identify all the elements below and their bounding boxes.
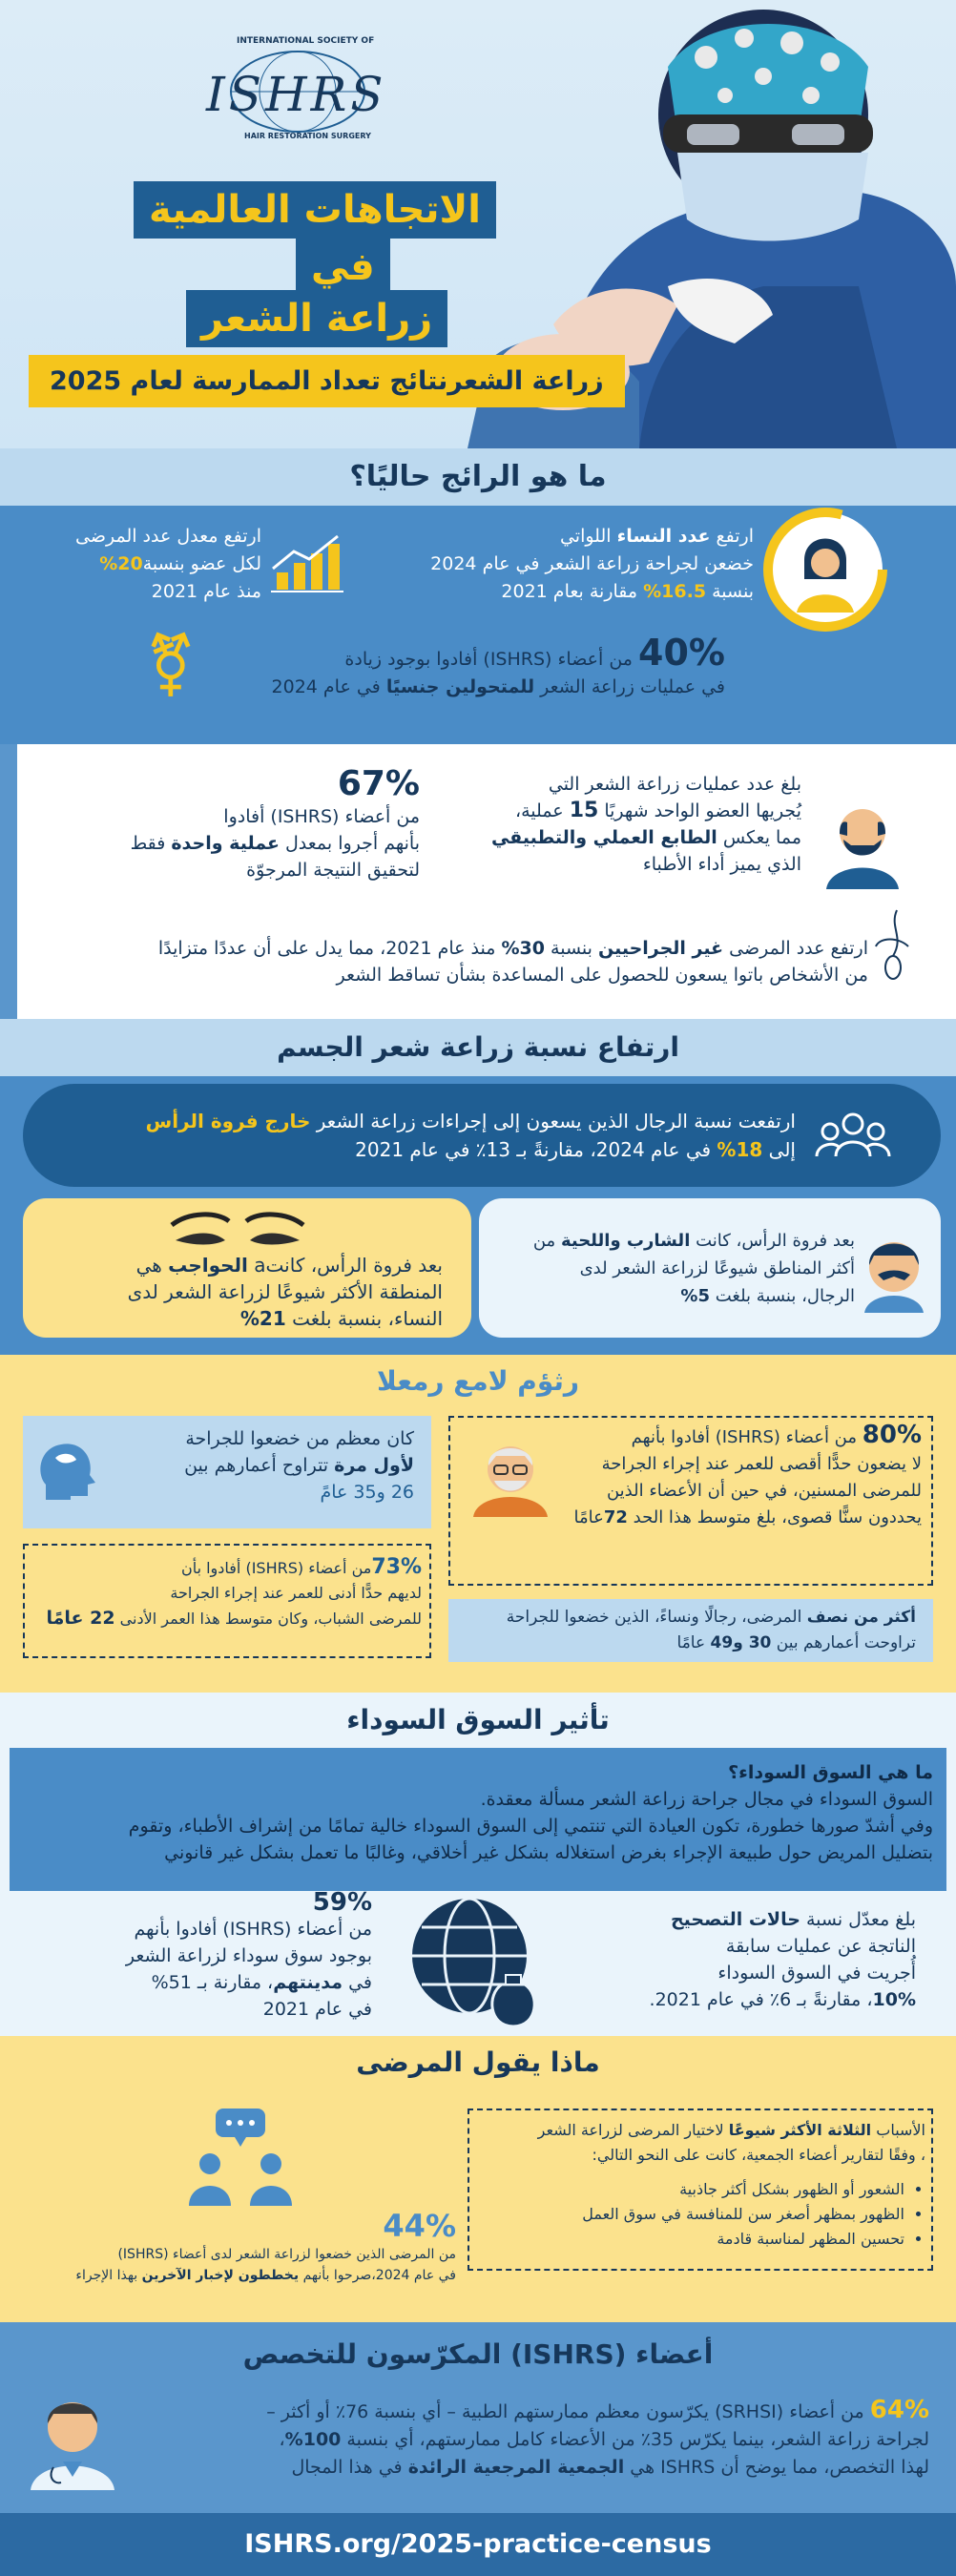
men-stat: بعد فروة الرأس، كانت الشارب واللحية من أكثر المناطق شيوعًا لزراعة الشعر لدى الرجال، بنسبة بلغت 5%: [532, 1231, 855, 1306]
reasons-card: [468, 2109, 933, 2271]
current-trends-heading: ما هو الرائج حاليًا؟: [0, 448, 956, 506]
conversation-icon: [187, 2107, 294, 2206]
hero-banner: [0, 0, 956, 448]
specialists-stat: 64% من أعضاء (SRHSI) يكرّسون معظم ممارستهم الطبية – أي بنسبة 76٪ أو أكثر – لجراحة زراعة الشعر، بينما يكرّس 35٪ من الأعضاء كامل ممارستهم، أي بنسبة 100%، لهذا التخصص، مما يوضح أن ISHRS هي الجمعية المرجعية الرائدة في هذا المجال: [266, 2396, 929, 2478]
logo-bottom-text: HAIR RESTORATION SURGERY: [244, 132, 371, 140]
reasons-intro: الأسباب الثلاثة الأكثر شيوعًا لاختيار المرضى لزراعة الشعر ، وفقًا لتقارير أعضاء الجمعية، كانت على النحو التالي: • الشعور أو الظهور بشكل أكثر جاذبية • الظهور بمظهر أصغر سن للمنافسة في سوق العمل • تحسين المظهر لمناسبة قادمة: [477, 2118, 925, 2252]
current-trends-section: [0, 448, 956, 744]
woman-icon: [763, 508, 887, 632]
repair-cases-stat: بلغ معدّل نسبة حالات التصحيح الناتجة عن عمليات سابقة أُجريت في السوق السوداء 10%، مقارنةً بـ 6٪ في عام 2021.: [649, 1909, 916, 2010]
growth-chart-icon: [269, 530, 345, 597]
non-surgical-stat: ارتفع عدد المرضى غير الجراحيين بنسبة 30% منذ عام 2021، مما يدل على أن عددًا متزايدًا من الأشخاص باتوا يسعون للحصول على المساعدة بشأن تساقط الشعر: [157, 938, 868, 986]
transgender-icon: ⚧: [145, 631, 197, 701]
head-profile-icon: [32, 1437, 99, 1504]
body-hair-heading: ارتفاع نسبة زراعة شعر الجسم: [0, 1019, 956, 1076]
men-card: [479, 1198, 941, 1338]
age-heading: رثؤم لامع رمعلا: [376, 1365, 580, 1397]
half-patients-card: [448, 1599, 933, 1662]
globe-moneybag-icon: [408, 1895, 542, 2028]
women-eyebrows-stat: بعد فروة الرأس، كانتa الحواجب هي المنطقة الأكثر شيوعًا لزراعة الشعر لدى النساء، بنسبة بلغت 21%: [127, 1254, 443, 1330]
patients-section: [0, 2036, 956, 2322]
definition-p3: بتضليل المريض حول طبيعة الإجراء بغرض استغلاله بشكل غير أخلاقي، وغالبًا ما تعمل بشكل غير قانوني: [164, 1842, 933, 1863]
specialists-section: [0, 2322, 956, 2513]
transgender-stat: 40% من أعضاء (ISHRS) أفادوا بوجود زيادة في عمليات زراعة الشعر للمتحولين جنسيًا في عام 2024: [271, 632, 725, 697]
title-line-3: زراعة الشعر: [186, 290, 447, 347]
tell-others-stat: 44% من المرضى الذين خضعوا لزراعة الشعر لدى أعضاء (ISHRS) في عام 2024،صرحوا بأنهم يخططون لإخبار الآخرين بهذا الإجراء: [75, 2208, 456, 2283]
reason-item: • الظهور بمظهر أصغر سن للمنافسة في سوق العمل: [477, 2202, 904, 2227]
people-group-icon: [815, 1107, 891, 1164]
women-stat: ارتفع عدد النساء اللواتي خضعن لجراحة زراعة الشعر في عام 2024 بنسبة 16.5% مقارنة بعام 2021: [430, 526, 754, 602]
age-section: [0, 1355, 956, 1693]
elderly-card: [448, 1416, 933, 1586]
definition-p1: السوق السوداء في مجال جراحة زراعة الشعر مسألة معقدة.: [480, 1789, 933, 1810]
left-stripe: [0, 744, 17, 1019]
black-market-heading: تأثير السوق السوداء: [346, 1704, 610, 1735]
black-market-section: [0, 1693, 956, 2036]
surgeon-stats-section: [0, 744, 956, 1019]
definition-question: ما هي السوق السوداء؟: [728, 1762, 933, 1783]
doctor-avatar-icon: [25, 2381, 120, 2490]
rate-stat: ارتفع معدل عدد المرضى لكل عضو بنسبة20% منذ عام 2021: [75, 526, 261, 602]
women-card: [23, 1198, 471, 1338]
single-procedure-stat: 67% من أعضاء (ISHRS) أفادوا بأنهم أجروا بمعدل عملية واحدة فقط لتحقيق النتيجة المرجوّة: [130, 764, 420, 881]
reasons-list: [477, 2177, 925, 2252]
monthly-ops-stat: بلغ عدد عمليات زراعة الشعر التي يُجريها العضو الواحد شهريًا 15 عملية، مما يعكس الطابع العملي والتطبيقي الذي يميز أداء الأطباء: [490, 774, 801, 875]
body-hair-section: [0, 1019, 956, 1355]
specialists-heading: أعضاء (ISHRS) المكرّسون للتخصص: [242, 2338, 714, 2370]
elderly-man-icon: [468, 1431, 553, 1517]
reason-item: • تحسين المظهر لمناسبة قادمة: [477, 2227, 904, 2252]
outside-scalp-stat: ارتفعت نسبة الرجال الذين يسعون إلى إجراءات زراعة الشعر خارج فروة الرأس إلى 18% في عام 2024، مقارنةً بـ 13٪ في عام 2021: [145, 1110, 796, 1161]
first-time-card: [23, 1416, 431, 1528]
body-hair-pill: [23, 1084, 941, 1187]
black-market-definition: [10, 1748, 946, 1891]
reason-item: • الشعور أو الظهور بشكل أكثر جاذبية: [477, 2177, 904, 2202]
title-line-2: في: [296, 239, 390, 296]
elderly-stat: 80% من أعضاء (ISHRS) أفادوا بأنهم لا يضعون حدًّا أقصى للعمر عند إجراء الجراحة للمرضى المسنين، في حين أن الأعضاء الذين يحددون سنًّا قصوى، بلغ متوسط هذا الحد 72عامًا: [573, 1421, 922, 1527]
title-line-1: الاتجاهات العالمية: [134, 181, 496, 239]
logo-wordmark: ISHRS: [206, 67, 387, 122]
mustache-man-icon: [859, 1227, 929, 1313]
half-patients-stat: أكثر من نصف المرضى، رجالًا ونساءً، الذين خضعوا للجراحة تراوحت أعمارهم بين 30 و49 عامًا: [506, 1608, 916, 1652]
patients-heading: ماذا يقول المرضى: [356, 2046, 600, 2078]
definition-p2: وفي أشدّ صورها خطورة، تكون العيادة التي تنتمي إلى السوق السوداء خالية تمامًا من إشراف الأطباء، وتقوم: [128, 1816, 933, 1837]
footer-url-link[interactable]: ISHRS.org/2025-practice-census: [0, 2513, 956, 2576]
subtitle: زراعة الشعرنتائج تعداد الممارسة لعام 2025: [29, 355, 625, 407]
first-time-stat: كان معظم من خضعوا للجراحة لأول مرة تتراوح أعمارهم بين 26 و35 عامً: [184, 1428, 414, 1503]
logo-ring-text: INTERNATIONAL SOCIETY OF: [237, 36, 375, 46]
young-stat: 73%من أعضاء (ISHRS) أفادوا بأن لديهم حدًّا أدنى للعمر عند إجراء الجراحة للمرضى الشباب، وكان متوسط هذا العمر الأدنى 22 عامًا: [46, 1555, 422, 1629]
city-black-market-stat: 59% من أعضاء (ISHRS) أفادوا بأنهم بوجود سوق سوداء لزراعة الشعر في مدينتهم، مقارنة بـ 51% في عام 2021: [125, 1888, 372, 2020]
ishrs-logo[interactable]: [202, 32, 387, 147]
eyebrows-icon: [166, 1208, 309, 1250]
hair-follicle-icon: [870, 908, 924, 985]
young-card: [23, 1544, 431, 1658]
bald-doctor-icon: [817, 794, 908, 889]
